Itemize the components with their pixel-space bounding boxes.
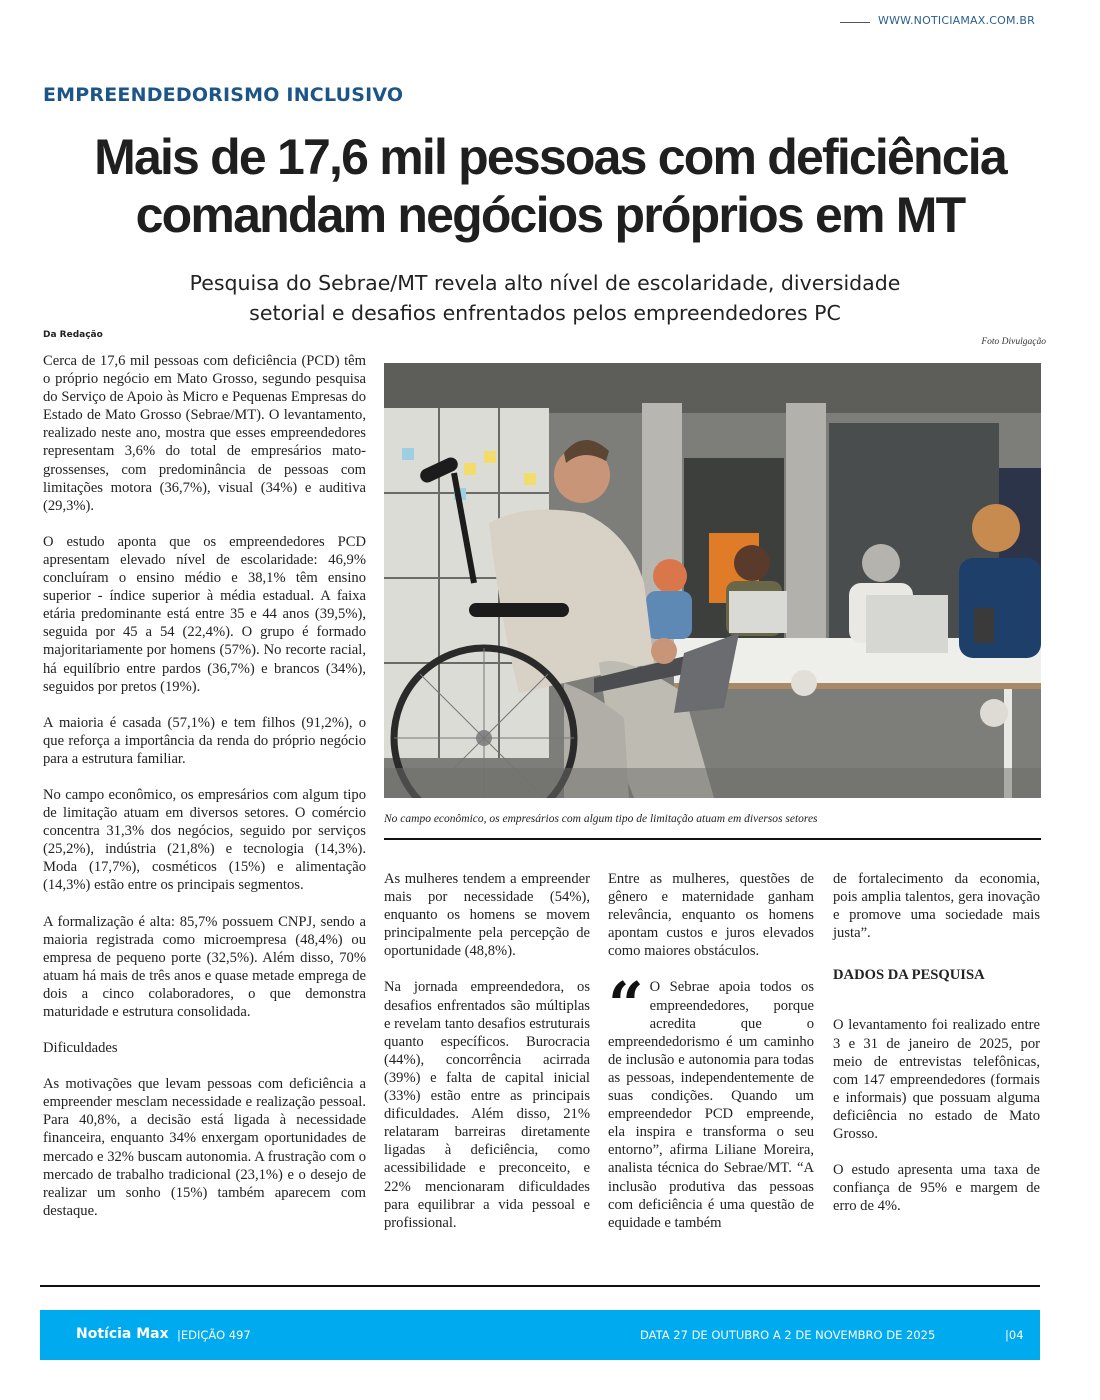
headline (20, 128, 1080, 244)
page-bottom-divider (40, 1285, 1040, 1287)
article-column-3 (608, 870, 814, 1232)
paragraph: As motivações que levam pessoas com deficiência a empreender mesclam necessidade e realização pessoal. Para 40,8%, a decisão está ligada à necessidade financeira, enquanto 34% enxergam oportunidades de mercado e 32% buscam autonomia. A frustração com o mercado de trabalho tradicional (23,1%) e o desejo de realizar um sonho (15%) também aparecem com destaque. (43, 1076, 366, 1219)
photo-caption: No campo econômico, os empresários com algum tipo de limitação atuam em diversos setores (384, 813, 818, 825)
office-scene-illustration (384, 363, 1041, 798)
paragraph: Cerca de 17,6 mil pessoas com deficiência (PCD) têm o próprio negócio em Mato Grosso, segundo pesquisa do Serviço de Apoio às Micro e Pequenas Empresas do Estado de Mato Grosso (Sebrae/MT). O levantamento, realizado neste ano, mostra que esses empreendedores representam 3,6% do total de empresários mato-grossenses, com predominância de pessoas com limitações motora (36,7%), visual (34%) e auditiva (29,3%). (43, 353, 366, 514)
paragraph: No campo econômico, os empresários com algum tipo de limitação atuam em diversos setores. O comércio concentra 31,3% dos negócios, seguido por serviços (25,2%), indústria (21,8%) e tecnologia (14,3%). Moda (17,7%), cosméticos (15%) e alimentação (14,3%) estão entre os principais segmentos. (43, 786, 366, 894)
box-heading: DADOS DA PESQUISA (833, 967, 985, 984)
paragraph: O estudo apresenta uma taxa de confiança de 95% e margem de erro de 4%. (833, 1162, 1040, 1215)
site-url[interactable]: WWW.NOTICIAMAX.COM.BR (878, 14, 1035, 27)
article-column-2 (384, 870, 590, 1250)
page-footer (40, 1310, 1040, 1360)
paragraph: O levantamento foi realizado entre 3 e 31 de janeiro de 2025, por meio de entrevistas telefônicas, com 147 empreendedores (formais e informais) que possuam alguma deficiência no estado de Mato Grosso. (833, 1017, 1040, 1143)
subhead-line-1: Pesquisa do Sebrae/MT revela alto nível de escolaridade, diversidade (189, 271, 901, 295)
page-number: |04 (1005, 1328, 1024, 1342)
paragraph: de fortalecimento da economia, pois amplia talentos, gera inovação e promove uma sociedade mais justa”. (833, 871, 1040, 942)
subhead-line-2: setorial e desafios enfrentados pelos empreendedores PC (249, 301, 841, 325)
article-photo (384, 363, 1041, 798)
section-kicker: EMPREENDEDORISMO INCLUSIVO (43, 84, 404, 106)
paragraph: Na jornada empreendedora, os desafios enfrentados são múltiplas e revelam tanto desafios estruturais quanto específicos. Burocracia (44%), concorrência acirrada (39%) e falta de capital inicial (33%) estão entre as principais dificuldades. Além disso, 21% relataram barreiras diretamente ligadas à deficiência, como acessibilidade e preconceito, e 22% mencionaram dificuldades para equilibrar a vida pessoal e profissional. (384, 979, 590, 1231)
paragraph: Entre as mulheres, questões de gênero e maternidade ganham relevância, enquanto os homens apontam custos e juros elevados como maiores obstáculos. (608, 871, 814, 960)
footer-brand: Notícia Max (76, 1326, 169, 1342)
pull-quote (608, 968, 814, 1231)
paragraph: O estudo aponta que os empreendedores PCD apresentam elevado nível de escolaridade: 46,9% concluíram o ensino médio e 38,1% têm ensino superior - índice superior à média estadual. A faixa etária predominante está entre 35 e 44 anos (39,5%), seguida por 45 a 54 (22,4%). O grupo é formado majoritariamente por homens (57%). No recorte racial, há equilíbrio entre pardos (36,7%) e brancos (34%), seguidos por pretos (19%). (43, 533, 366, 695)
headline-line-2: comandam negócios próprios em MT (135, 187, 965, 243)
subheadline (100, 268, 990, 328)
paragraph: A formalização é alta: 85,7% possuem CNPJ, sendo a maioria registrada como microempresa (48,4%) ou empresa de pequeno porte (32,5%). Além disso, 70% atuam há mais de três anos e quase metade emprega de dois a cinco colaboradores, o que demonstra maturidade e estrutura consolidada. (43, 913, 366, 1020)
paragraph: As mulheres tendem a empreender mais por necessidade (54%), enquanto os homens se movem principalmente pela percepção de oportunidade (48,8%). (384, 871, 590, 960)
byline: Da Redação (43, 330, 103, 340)
section-subheading: Dificuldades (43, 1040, 118, 1057)
quote-text: O Sebrae apoia todos os empreendedores, porque acredita que o empreendedorismo é um caminho de inclusão e autonomia para todas as pessoas, independentemente de suas condições. Quando um empreendedor PCD empreende, ela inspira e transforma o seu entorno”, afirma Liliane Moreira, analista técnica do Sebrae/MT. “A inclusão produtiva das pessoas com deficiência é uma questão de equidade e também (608, 979, 814, 1231)
headline-line-1: Mais de 17,6 mil pessoas com deficiência (94, 129, 1006, 185)
footer-edition: |EDIÇÃO 497 (177, 1328, 251, 1342)
paragraph: A maioria é casada (57,1%) e tem filhos (91,2%), o que reforça a importância da renda do próprio negócio para a estrutura familiar. (43, 714, 366, 767)
footer-date: DATA 27 DE OUTUBRO A 2 DE NOVEMBRO DE 2025 (640, 1328, 936, 1342)
caption-divider (384, 838, 1041, 840)
quote-mark-icon: “ (608, 968, 644, 1042)
article-column-4 (833, 870, 1040, 1233)
header-rule (840, 22, 870, 23)
article-column-1 (43, 352, 366, 1238)
photo-credit: Foto Divulgação (981, 337, 1046, 347)
